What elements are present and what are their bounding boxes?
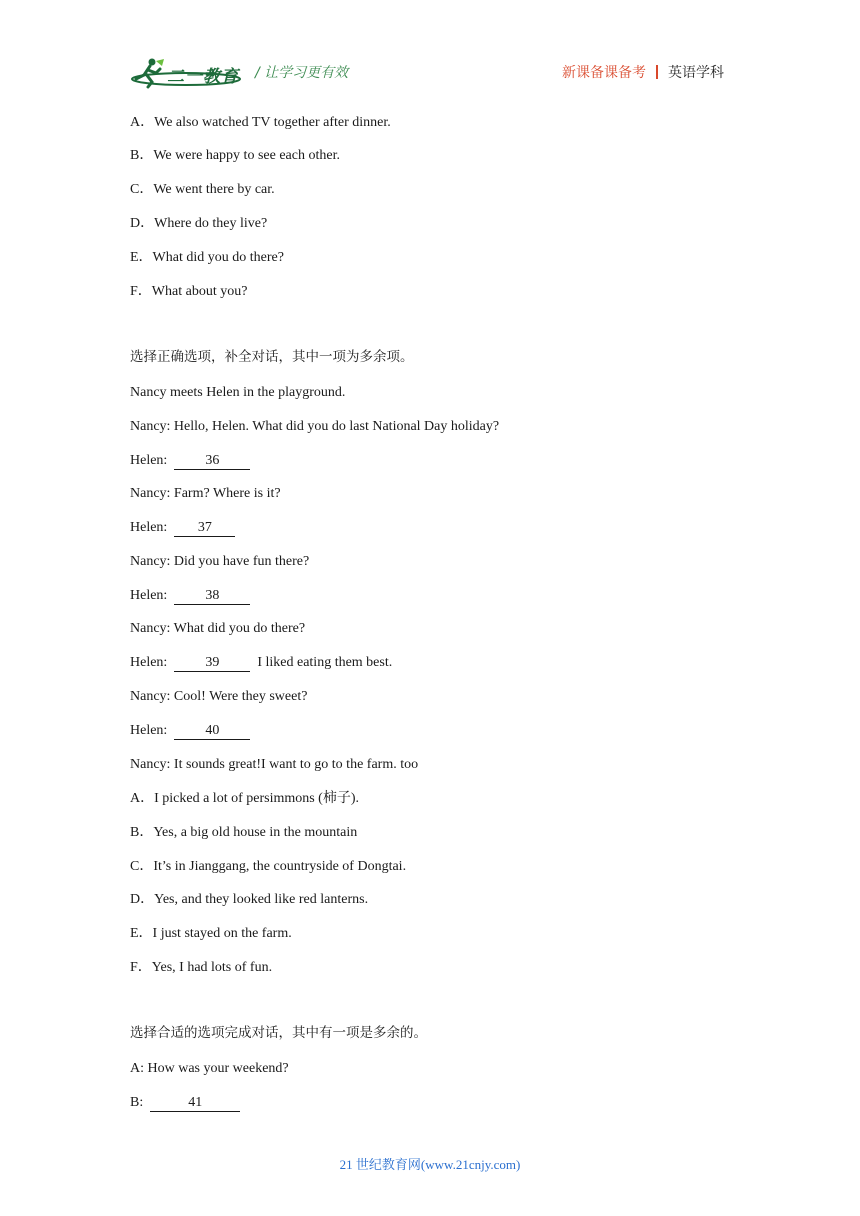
speaker-b: B: [130, 1095, 144, 1110]
speaker-helen: Helen: [130, 588, 168, 603]
logo-text: 二一教育 [167, 67, 239, 87]
answer-blank-36[interactable]: 36 [174, 453, 250, 470]
s1-option-c: C．We went there by car. [130, 182, 275, 197]
dialog-nancy-1: Nancy: Hello, Helen. What did you do last National Day holiday? [130, 419, 500, 434]
s2-option-c: C．It’s in Jianggang, the countryside of Dongtai. [130, 859, 407, 874]
dialog-helen-40 [130, 722, 250, 740]
s2-intro: Nancy meets Helen in the playground. [130, 385, 346, 400]
s2-instruction: 选择正确选项，补全对话，其中一项为多余项。 [130, 349, 414, 365]
dialog-helen-37 [130, 519, 235, 537]
s1-option-b: B．We were happy to see each other. [130, 148, 340, 163]
header-divider [656, 65, 658, 79]
speaker-helen: Helen: [130, 655, 168, 670]
s1-option-e: E．What did you do there? [130, 250, 284, 265]
s2-option-b: B．Yes, a big old house in the mountain [130, 825, 358, 840]
dialog-b-41 [130, 1094, 240, 1112]
s2-option-e: E．I just stayed on the farm. [130, 926, 292, 941]
speaker-helen: Helen: [130, 453, 168, 468]
answer-blank-40[interactable]: 40 [174, 723, 250, 740]
header-right [562, 62, 724, 82]
dialog-a-1: A: How was your weekend? [130, 1061, 289, 1076]
dialog-helen-38 [130, 587, 250, 605]
page-footer: 21 世纪教育网(www.21cnjy.com) [339, 1157, 521, 1172]
dialog-nancy-2: Nancy: Farm? Where is it? [130, 486, 281, 501]
dialog-nancy-5: Nancy: Cool! Were they sweet? [130, 689, 308, 704]
s2-option-d: D．Yes, and they looked like red lanterns. [130, 892, 369, 907]
dialog-nancy-6: Nancy: It sounds great!I want to go to the farm. too [130, 757, 419, 772]
speaker-helen: Helen: [130, 520, 168, 535]
answer-blank-37[interactable]: 37 [174, 520, 235, 537]
dialog-helen-36 [130, 452, 250, 470]
s1-option-d: D．Where do they live? [130, 216, 268, 231]
s2-option-f: F．Yes, I had lots of fun. [130, 960, 273, 975]
dialog-nancy-4: Nancy: What did you do there? [130, 621, 306, 636]
s2-option-a: A．I picked a lot of persimmons (柿子). [130, 791, 360, 806]
s1-option-a: A．We also watched TV together after dinner. [130, 115, 391, 130]
speaker-helen: Helen: [130, 723, 168, 738]
dialog-nancy-3: Nancy: Did you have fun there? [130, 554, 310, 569]
header-slogan: / 让学习更有效 [255, 65, 349, 81]
page-header [0, 0, 860, 100]
helen-39-text: I liked eating them best. [257, 655, 393, 670]
s1-option-f: F．What about you? [130, 284, 248, 299]
header-course: 新课备课备考 [562, 65, 646, 81]
dialog-helen-39 [130, 654, 392, 672]
answer-blank-41[interactable]: 41 [150, 1095, 240, 1112]
s3-instruction: 选择合适的选项完成对话，其中有一项是多余的。 [130, 1025, 427, 1041]
answer-blank-39[interactable]: 39 [174, 655, 250, 672]
answer-blank-38[interactable]: 38 [174, 588, 250, 605]
header-subject: 英语学科 [668, 65, 724, 81]
